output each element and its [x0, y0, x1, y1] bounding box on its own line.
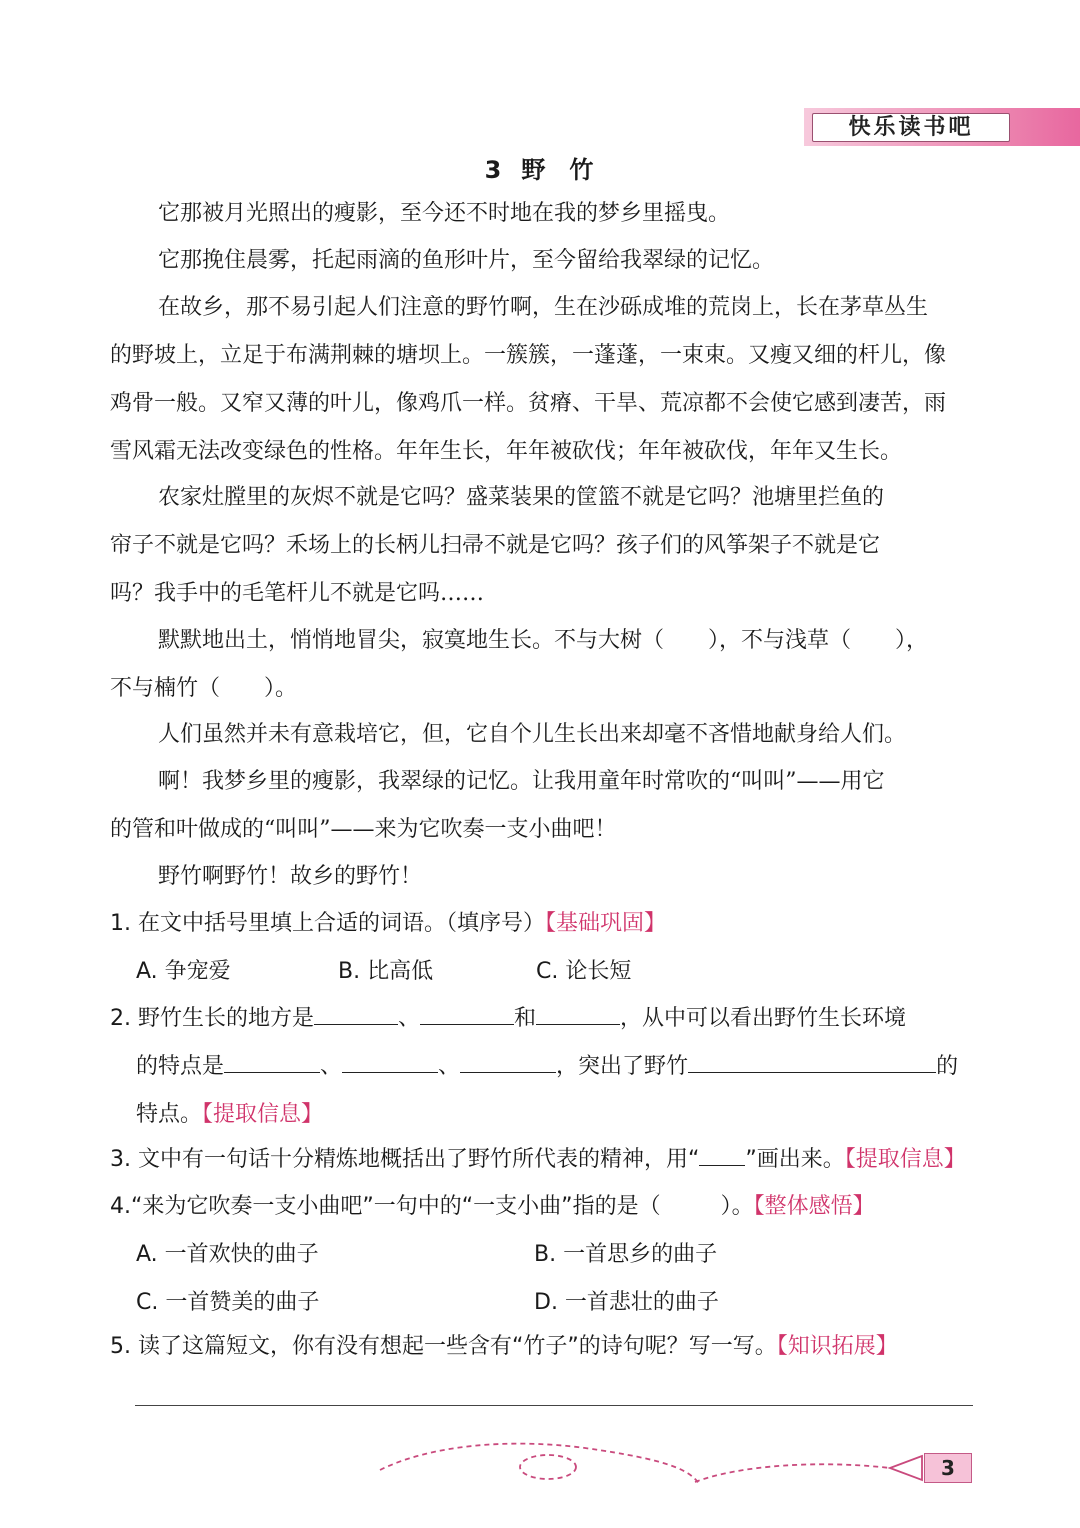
question-line: [110, 900, 980, 948]
question-text: 1. 在文中括号里填上合适的词语。（填序号）: [110, 911, 545, 936]
text-segment: ），: [895, 628, 929, 653]
paragraph-line: 雪风霜无法改变绿色的性格。年年生长，年年被砍伐；年年被砍伐，年年又生长。: [110, 439, 903, 464]
paragraph-8: [110, 853, 980, 901]
text-segment: ）。: [264, 676, 298, 701]
answer-blank[interactable]: [699, 1143, 745, 1166]
question-text: 3. 文中有一句话十分精炼地概括出了野竹所代表的精神，用“: [110, 1147, 700, 1172]
dashed-swirl-decoration: [370, 1440, 930, 1500]
option-d[interactable]: D. 一首悲壮的曲子: [534, 1290, 719, 1315]
text-segment: ，突出了野竹: [556, 1054, 689, 1079]
paragraph-line: 农家灶膛里的灰烬不就是它吗？盛菜装果的筐篮不就是它吗？池塘里拦鱼的: [158, 485, 885, 510]
paragraph-line: 鸡骨一般。又窄又薄的叶儿，像鸡爪一样。贫瘠、干旱、荒凉都不会使它感到凄苦，雨: [110, 391, 947, 416]
paragraph-line: 的管和叶做成的“叫叫”——来为它吹奏一支小曲吧！: [110, 817, 617, 842]
answer-blank[interactable]: [460, 1050, 556, 1073]
article-title: [0, 150, 1080, 185]
question-tag: 【提取信息】: [844, 1147, 966, 1172]
question-tag: 【整体感悟】: [753, 1194, 875, 1219]
paragraph-line: 它那挽住晨雾，托起雨滴的鱼形叶片，至今留给我翠绿的记忆。: [158, 248, 775, 273]
answer-line[interactable]: [135, 1405, 973, 1406]
question-1: [110, 900, 980, 996]
text-segment: 和: [514, 1006, 537, 1031]
text-segment: 、: [397, 1006, 420, 1031]
answer-blank[interactable]: [536, 1002, 620, 1025]
text-segment: 的特点是: [136, 1054, 225, 1079]
paragraph-3: [110, 284, 980, 476]
text-segment: ），不与浅草（: [708, 628, 852, 653]
paragraph-line: [110, 617, 980, 665]
option-c[interactable]: C. 论长短: [536, 959, 632, 984]
options-row: [110, 1231, 980, 1279]
question-text: 2. 野竹生长的地方是: [110, 1006, 314, 1031]
text-segment: 、: [438, 1054, 461, 1079]
answer-blank[interactable]: [688, 1050, 936, 1073]
option-a[interactable]: A. 一首欢快的曲子: [136, 1242, 319, 1267]
title-char-2: 竹: [569, 156, 596, 184]
option-b[interactable]: B. 比高低: [338, 959, 434, 984]
options-row: [110, 948, 980, 996]
question-2: [110, 995, 980, 1139]
question-tag: 【基础巩固】: [545, 911, 667, 936]
question-3: [110, 1136, 980, 1184]
paragraph-line: 帘子不就是它吗？禾场上的长柄儿扫帚不就是它吗？孩子们的风筝架子不就是它: [110, 533, 881, 558]
paragraph-line: 的野坡上，立足于布满荆棘的塘坝上。一簇簇，一蓬蓬，一束束。又瘦又细的杆儿，像: [110, 343, 947, 368]
paragraph-line: 啊！我梦乡里的瘦影，我翠绿的记忆。让我用童年时常吹的“叫叫”——用它: [158, 769, 885, 794]
title-char-1: 野: [521, 156, 548, 184]
article-number: 3: [484, 156, 504, 184]
paragraph-1: [110, 190, 980, 238]
answer-blank[interactable]: [342, 1050, 438, 1073]
paragraph-line: 吗？我手中的毛笔杆儿不就是它吗……: [110, 581, 485, 606]
question-text: 5. 读了这篇短文，你有没有想起一些含有“竹子”的诗句呢？写一写。: [110, 1334, 777, 1359]
option-c[interactable]: C. 一首赞美的曲子: [136, 1290, 320, 1315]
question-4: [110, 1183, 980, 1327]
text-segment: ，从中可以看出野竹生长环境: [620, 1006, 907, 1031]
question-tag: 【提取信息】: [202, 1102, 324, 1127]
text-segment: ）。: [720, 1194, 754, 1219]
question-line: [110, 1183, 980, 1231]
options-row: [110, 1279, 980, 1327]
paragraph-7: [110, 758, 980, 854]
paragraph-line: 在故乡，那不易引起人们注意的野竹啊，生在沙砾成堆的荒岗上，长在茅草丛生: [158, 295, 929, 320]
answer-blank[interactable]: [224, 1050, 320, 1073]
answer-blank[interactable]: [314, 1002, 398, 1025]
paragraph-line: 野竹啊野竹！故乡的野竹！: [158, 864, 423, 889]
paragraph-5: [110, 617, 980, 713]
text-segment: 默默地出土，悄悄地冒尖，寂寞地生长。不与大树（: [158, 628, 665, 653]
paragraph-line: [110, 665, 980, 713]
text-segment: 的: [936, 1054, 959, 1079]
paragraph-line: 它那被月光照出的瘦影，至今还不时地在我的梦乡里摇曳。: [158, 201, 731, 226]
text-segment: 、: [320, 1054, 343, 1079]
section-badge: 快乐读书吧: [812, 113, 1010, 142]
text-segment: 特点。: [136, 1102, 203, 1127]
text-segment: 不与楠竹（: [110, 676, 221, 701]
paragraph-6: [110, 711, 980, 759]
question-5: [110, 1323, 980, 1371]
answer-blank[interactable]: [420, 1002, 514, 1025]
paragraph-line: 人们虽然并未有意栽培它，但，它自个儿生长出来却毫不吝惜地献身给人们。: [158, 722, 907, 747]
text-segment: ”画出来。: [745, 1147, 845, 1172]
question-text: 4.“来为它吹奏一支小曲吧”一句中的“一支小曲”指的是（: [110, 1194, 661, 1219]
section-banner: [804, 108, 1080, 146]
paragraph-2: [110, 237, 980, 285]
page-number: 3: [924, 1453, 972, 1483]
question-tag: 【知识拓展】: [776, 1334, 898, 1359]
question-line: [110, 1091, 980, 1139]
question-line: [110, 1323, 980, 1371]
question-line: [110, 1043, 980, 1091]
question-line: [110, 1136, 980, 1184]
paragraph-4: [110, 474, 980, 618]
option-b[interactable]: B. 一首思乡的曲子: [534, 1242, 718, 1267]
question-line: [110, 995, 980, 1043]
option-a[interactable]: A. 争宠爱: [136, 959, 231, 984]
